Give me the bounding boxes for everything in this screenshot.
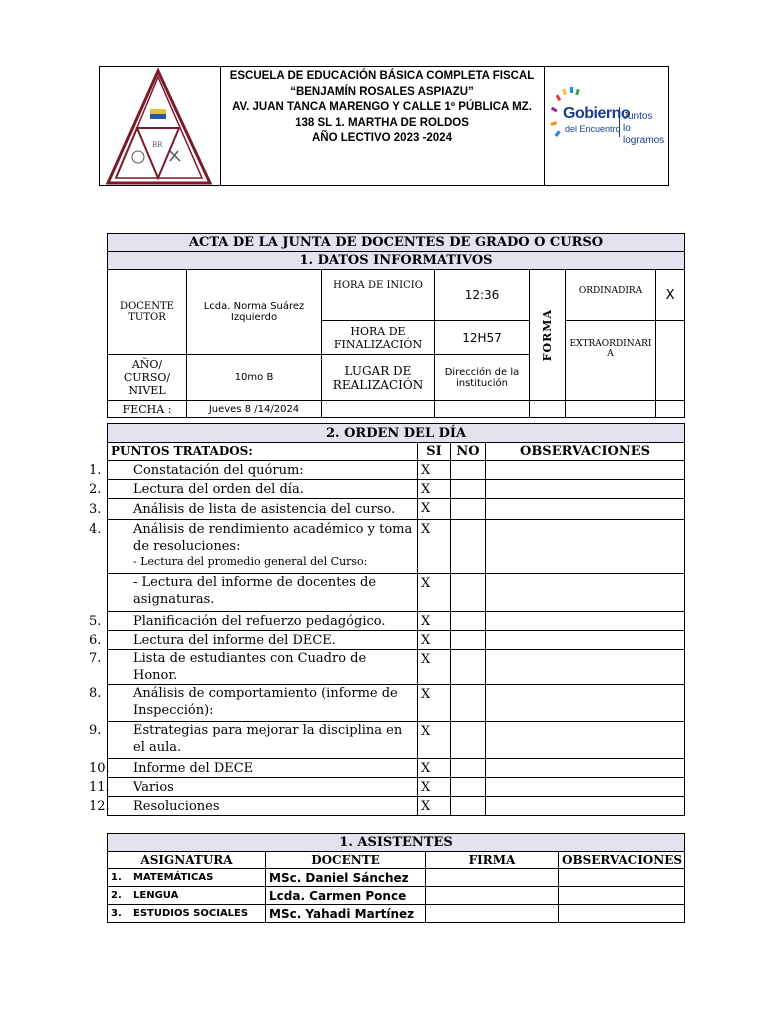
table-row: 2. Lectura del orden del día. X xyxy=(108,480,685,499)
school-name-quoted: “BENJAMÍN ROSALES ASPIAZU” xyxy=(290,85,474,98)
si-mark: X xyxy=(418,685,451,722)
table-row: 12. Resoluciones X xyxy=(108,797,685,816)
si-mark: X xyxy=(418,574,451,612)
gov-logo-main: Gobierno xyxy=(563,105,631,122)
asistentes-table xyxy=(107,833,685,923)
si-mark: X xyxy=(418,759,451,778)
hora-inicio-label: HORA DE INICIO xyxy=(322,270,435,321)
orden-del-dia-table xyxy=(89,423,685,816)
table-row: 2. LENGUA Lcda. Carmen Ponce xyxy=(108,887,685,905)
hora-fin-label: HORA DE FINALIZACIÓN xyxy=(322,321,435,355)
extraordinaria-label: EXTRAORDINARI A xyxy=(566,321,656,401)
table-row: 3. Análisis de lista de asistencia del curso. X xyxy=(108,499,685,520)
anio-curso-value: 10mo B xyxy=(187,355,322,401)
table-row: 6. Lectura del informe del DECE. X xyxy=(108,631,685,650)
gov-logo-sub: del Encuentro xyxy=(565,124,621,134)
punto-text: Planificación del refuerzo pedagógico. xyxy=(133,613,386,629)
punto-text: Análisis de comportamiento (informe de Inspección): xyxy=(133,686,398,718)
punto-text: Estrategias para mejorar la disciplina en el aula. xyxy=(133,723,403,755)
col-firma: FIRMA xyxy=(426,852,559,869)
document-header xyxy=(99,66,669,186)
punto-text: Constatación del quórum: xyxy=(133,462,304,478)
punto-text: Análisis de lista de asistencia del curso. xyxy=(133,501,396,517)
sub-item: - Lectura del promedio general del Curso: xyxy=(133,555,368,568)
firma-cell xyxy=(426,869,559,887)
hora-inicio-value: 12:36 xyxy=(435,270,530,321)
gov-slogan-1: Juntos xyxy=(623,111,653,122)
docente-cell: Lcda. Carmen Ponce xyxy=(266,887,426,905)
si-mark: X xyxy=(418,631,451,650)
col-puntos: PUNTOS TRATADOS: xyxy=(108,443,418,461)
datos-informativos-table xyxy=(107,233,685,418)
table-row: 7. Lista de estudiantes con Cuadro de Honor. X xyxy=(108,650,685,685)
acta-title: ACTA DE LA JUNTA DE DOCENTES DE GRADO O CURSO xyxy=(108,234,685,252)
school-year: AÑO LECTIVO 2023 -2024 xyxy=(312,132,452,144)
hora-fin-value: 12H57 xyxy=(435,321,530,355)
table-row: 1. Constatación del quórum: X xyxy=(108,461,685,480)
school-address-2: 138 SL 1. MARTHA DE ROLDOS xyxy=(295,116,469,129)
government-logo xyxy=(545,67,668,185)
punto-text: Lectura del informe del DECE. xyxy=(133,632,336,648)
docente-cell: MSc. Daniel Sánchez xyxy=(266,869,426,887)
punto-text: Análisis de rendimiento académico y toma de resoluciones: xyxy=(133,522,413,554)
si-mark: X xyxy=(418,480,451,499)
col-observaciones: OBSERVACIONES xyxy=(486,443,685,461)
section-2-heading: 2. ORDEN DEL DÍA xyxy=(108,424,685,443)
forma-label: FORMA xyxy=(541,308,554,362)
table-row: 4. Análisis de rendimiento académico y toma de resoluciones: - Lectura del promedio general del Curso: X xyxy=(108,520,685,574)
school-address-1: AV. JUAN TANCA MARENGO Y CALLE 1º PÚBLICA MZ. xyxy=(232,101,532,113)
school-info xyxy=(220,67,545,185)
col-si: SI xyxy=(418,443,451,461)
col-docente: DOCENTE xyxy=(266,852,426,869)
table-row: 10. Informe del DECE X xyxy=(108,759,685,778)
school-name-line: ESCUELA DE EDUCACIÓN BÁSICA COMPLETA FISCAL xyxy=(229,70,535,82)
table-row: 1. MATEMÁTICAS MSc. Daniel Sánchez xyxy=(108,869,685,887)
asignatura-cell: LENGUA xyxy=(133,890,179,901)
anio-curso-label: AÑO/ CURSO/ NIVEL xyxy=(108,355,187,401)
si-mark: X xyxy=(418,520,451,574)
punto-text: Informe del DECE xyxy=(133,760,254,776)
docente-cell: MSc. Yahadi Martínez xyxy=(266,905,426,923)
table-row: 3. ESTUDIOS SOCIALES MSc. Yahadi Martínez xyxy=(108,905,685,923)
table-row xyxy=(108,574,685,612)
punto-text: Varios xyxy=(133,779,174,795)
section-1-heading: 1. DATOS INFORMATIVOS xyxy=(108,252,685,270)
gov-slogan-2: lo logramos xyxy=(623,123,665,146)
asignatura-cell: MATEMÁTICAS xyxy=(133,872,214,883)
ordinaria-mark: X xyxy=(656,270,685,321)
lugar-value: Dirección de la institución xyxy=(435,355,530,401)
col-observaciones-asist: OBSERVACIONES xyxy=(559,852,685,869)
si-mark: X xyxy=(418,650,451,685)
table-row: 5. Planificación del refuerzo pedagógico. X xyxy=(108,612,685,631)
lugar-label: LUGAR DE REALIZACIÓN xyxy=(322,355,435,401)
si-mark: X xyxy=(418,778,451,797)
table-row: 11. Varios X xyxy=(108,778,685,797)
asistentes-heading: 1. ASISTENTES xyxy=(108,834,685,852)
col-asignatura: ASIGNATURA xyxy=(108,852,266,869)
docente-tutor-value: Lcda. Norma Suárez Izquierdo xyxy=(187,270,322,355)
asignatura-cell: ESTUDIOS SOCIALES xyxy=(133,908,249,919)
fecha-label: FECHA : xyxy=(108,401,187,418)
punto-text: Resoluciones xyxy=(133,798,220,814)
firma-cell xyxy=(426,887,559,905)
table-row: 9. Estrategias para mejorar la disciplina en el aula. X xyxy=(108,722,685,759)
firma-cell xyxy=(426,905,559,923)
forma-cell xyxy=(530,270,566,401)
si-mark: X xyxy=(418,461,451,480)
si-mark: X xyxy=(418,499,451,520)
col-no: NO xyxy=(451,443,486,461)
extraordinaria-mark xyxy=(656,321,685,401)
si-mark: X xyxy=(418,797,451,816)
punto-text: Lectura del orden del día. xyxy=(133,481,304,497)
svg-text:BR: BR xyxy=(152,141,163,149)
ordinaria-label: ORDINADIRA xyxy=(566,270,656,321)
punto-text: - Lectura del informe de docentes de asignaturas. xyxy=(108,574,418,612)
table-row: 8. Análisis de comportamiento (informe de Inspección): X xyxy=(108,685,685,722)
punto-text: Lista de estudiantes con Cuadro de Honor. xyxy=(133,651,367,683)
fecha-value: Jueves 8 /14/2024 xyxy=(187,401,322,418)
docente-tutor-label: DOCENTE TUTOR xyxy=(108,270,187,355)
si-mark: X xyxy=(418,722,451,759)
si-mark: X xyxy=(418,612,451,631)
school-logo-cell xyxy=(100,67,221,185)
school-logo xyxy=(100,67,220,185)
